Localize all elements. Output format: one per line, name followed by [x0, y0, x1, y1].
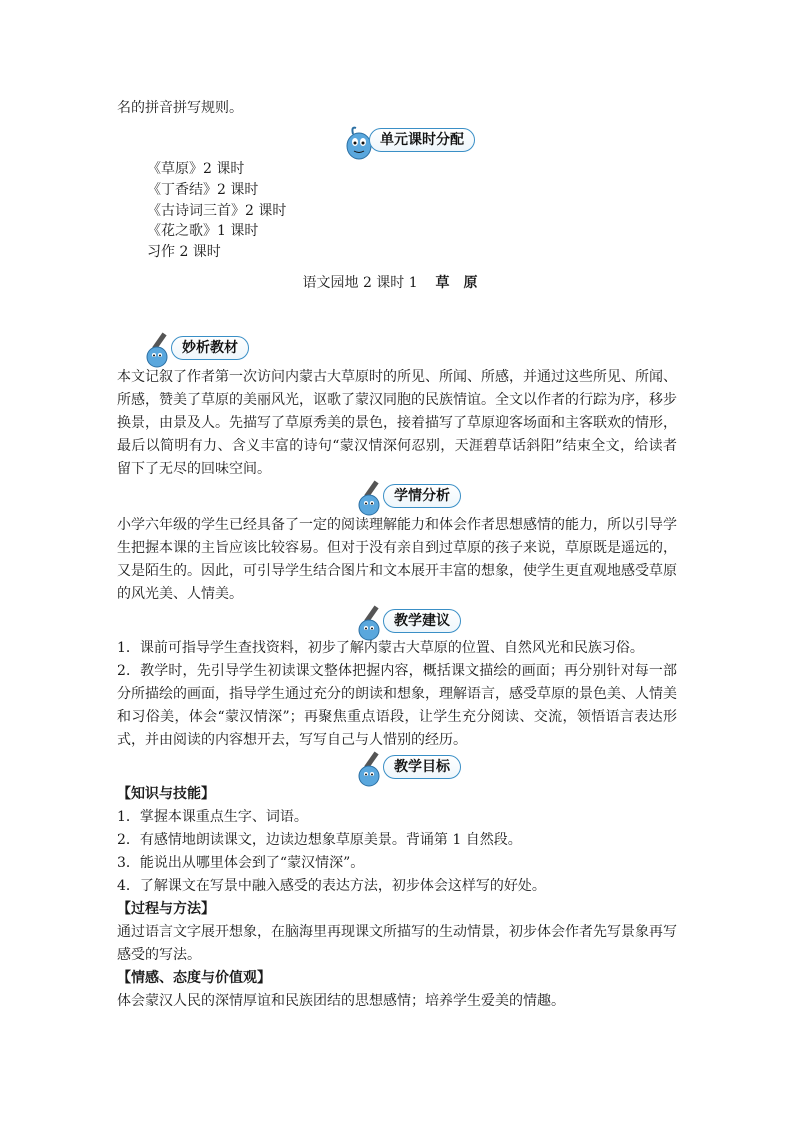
- emotion-paragraph: 体会蒙汉人民的深情厚谊和民族团结的思想感情；培养学生爱美的情趣。: [117, 993, 565, 1009]
- goal-item: 2．有感情地朗读课文，边读边想象草原美景。背诵第 1 自然段。: [117, 832, 522, 848]
- goal-item: 4．了解课文在写景中融入感受的表达方法，初步体会这样写的好处。: [117, 878, 546, 894]
- badge-label: 教学目标: [383, 755, 461, 779]
- suggestion-badge: [355, 603, 470, 633]
- goals-badge: [355, 749, 470, 779]
- emotion-heading: 【情感、态度与价值观】: [117, 970, 271, 986]
- goals-content: [117, 783, 677, 1013]
- suggestion-list: [117, 637, 677, 752]
- lesson-title: 草原: [435, 275, 492, 291]
- goal-item: 3．能说出从哪里体会到了“蒙汉情深”。: [117, 855, 365, 871]
- textbook-badge: [143, 330, 263, 360]
- lesson-heading: [0, 273, 794, 293]
- lesson-prefix: 语文园地 2 课时 1: [302, 275, 418, 291]
- schedule-item: 《古诗词三首》2 课时: [147, 203, 287, 219]
- textbook-paragraph: 本文记叙了作者第一次访问内蒙古大草原时的所见、所闻、所感，并通过这些所见、所闻、所感，赞美了草原的美丽风光，讴歌了蒙汉同胞的民族情谊。全文以作者的行踪为序，移步换景，由景及人。先描写了草原秀美的景色，接着描写了草原迎客场面和主客联欢的情形，最后以简明有力、含义丰富的诗句“蒙汉情深何忍别，天涯碧草话斜阳”结束全文，给读者留下了无尽的回味空间。: [117, 369, 677, 477]
- learner-badge: [355, 478, 470, 508]
- unit-schedule-badge: [343, 122, 488, 152]
- schedule-item: 《花之歌》1 课时: [147, 223, 259, 239]
- badge-label: 教学建议: [383, 609, 461, 633]
- suggestion-item: 2．教学时，先引导学生初读课文整体把握内容，概括课文描绘的画面；再分别针对每一部分所描绘的画面，指导学生通过充分的朗读和想象，理解语言，感受草原的景色美、人情美和习俗美，体会“蒙汉情深”；再聚焦重点语段，让学生充分阅读、交流，领悟语言表达形式，并由阅读的内容想开去，写写自己与人惜别的经历。: [117, 663, 677, 748]
- continued-text: 名的拼音拼写规则。: [117, 100, 243, 116]
- goal-item: 1．掌握本课重点生字、词语。: [117, 809, 308, 825]
- process-heading: 【过程与方法】: [117, 901, 215, 917]
- learner-paragraph: 小学六年级的学生已经具备了一定的阅读理解能力和体会作者思想感情的能力，所以引导学生把握本课的主旨应该比较容易。但对于没有亲自到过草原的孩子来说，草原既是遥远的，又是陌生的。因此，可引导学生结合图片和文本展开丰富的想象，使学生更直观地感受草原的风光美、人情美。: [117, 517, 677, 602]
- badge-label: 妙析教材: [171, 336, 249, 360]
- badge-label: 单元课时分配: [369, 128, 475, 152]
- knowledge-heading: 【知识与技能】: [117, 786, 215, 802]
- suggestion-item: 1．课前可指导学生查找资料，初步了解内蒙古大草原的位置、自然风光和民族习俗。: [117, 640, 644, 656]
- schedule-item: 《草原》2 课时: [147, 161, 245, 177]
- process-paragraph: 通过语言文字展开想象，在脑海里再现课文所描写的生动情景，初步体会作者先写景象再写感受的写法。: [117, 924, 677, 963]
- schedule-item: 习作 2 课时: [147, 244, 221, 260]
- schedule-item: 《丁香结》2 课时: [147, 182, 259, 198]
- badge-label: 学情分析: [383, 484, 461, 508]
